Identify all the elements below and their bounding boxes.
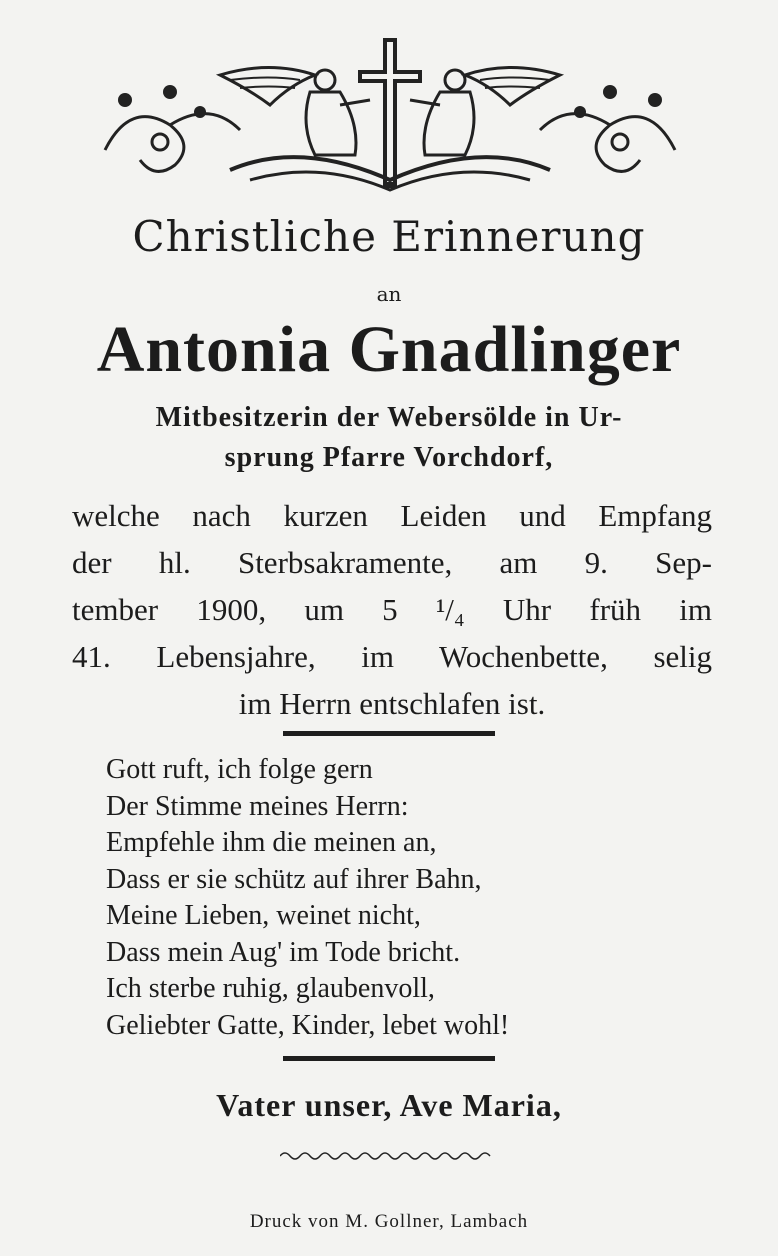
subtitle-line: Mitbesitzerin der Webersölde in Ur- xyxy=(155,402,623,433)
notice-line: tember 1900, um 5 ¹/₄ Uhr früh im xyxy=(72,592,712,627)
poem-line: Gott ruft, ich folge gern xyxy=(106,754,373,785)
notice-line: der hl. Sterbsakramente, am 9. Sep- xyxy=(72,545,712,580)
deceased-description xyxy=(0,398,778,478)
card-title: Christliche Erinnerung xyxy=(132,212,646,261)
farewell-poem xyxy=(106,752,706,1044)
prayer-line: Vater unser, Ave Maria, xyxy=(216,1087,562,1123)
poem-line: Der Stimme meines Herrn: xyxy=(106,790,409,822)
poem-line: Ich sterbe ruhig, glaubenvoll, xyxy=(106,973,435,1004)
death-notice-text xyxy=(72,492,712,727)
wavy-divider xyxy=(280,1150,495,1162)
divider xyxy=(283,731,495,736)
poem-line: Dass er sie schütz auf ihrer Bahn, xyxy=(106,863,482,895)
cross-angels-ornament xyxy=(100,30,680,195)
poem-line: Geliebter Gatte, Kinder, lebet wohl! xyxy=(106,1009,510,1041)
divider xyxy=(283,1056,495,1061)
poem-line: Meine Lieben, weinet nicht, xyxy=(106,900,421,931)
poem-line: Empfehle ihm die meinen an, xyxy=(106,827,437,858)
deceased-name: Antonia Gnadlinger xyxy=(96,313,682,386)
notice-line: im Herrn entschlafen ist. xyxy=(238,686,546,721)
notice-line: welche nach kurzen Leiden und Empfang xyxy=(72,498,712,533)
subtitle-line: sprung Pfarre Vorchdorf, xyxy=(224,442,554,473)
dedication-word: an xyxy=(376,282,402,306)
poem-line: Dass mein Aug' im Tode bricht. xyxy=(106,936,461,968)
printer-credit: Druck von M. Gollner, Lambach xyxy=(249,1211,529,1232)
notice-line: 41. Lebensjahre, im Wochenbette, selig xyxy=(72,639,712,674)
